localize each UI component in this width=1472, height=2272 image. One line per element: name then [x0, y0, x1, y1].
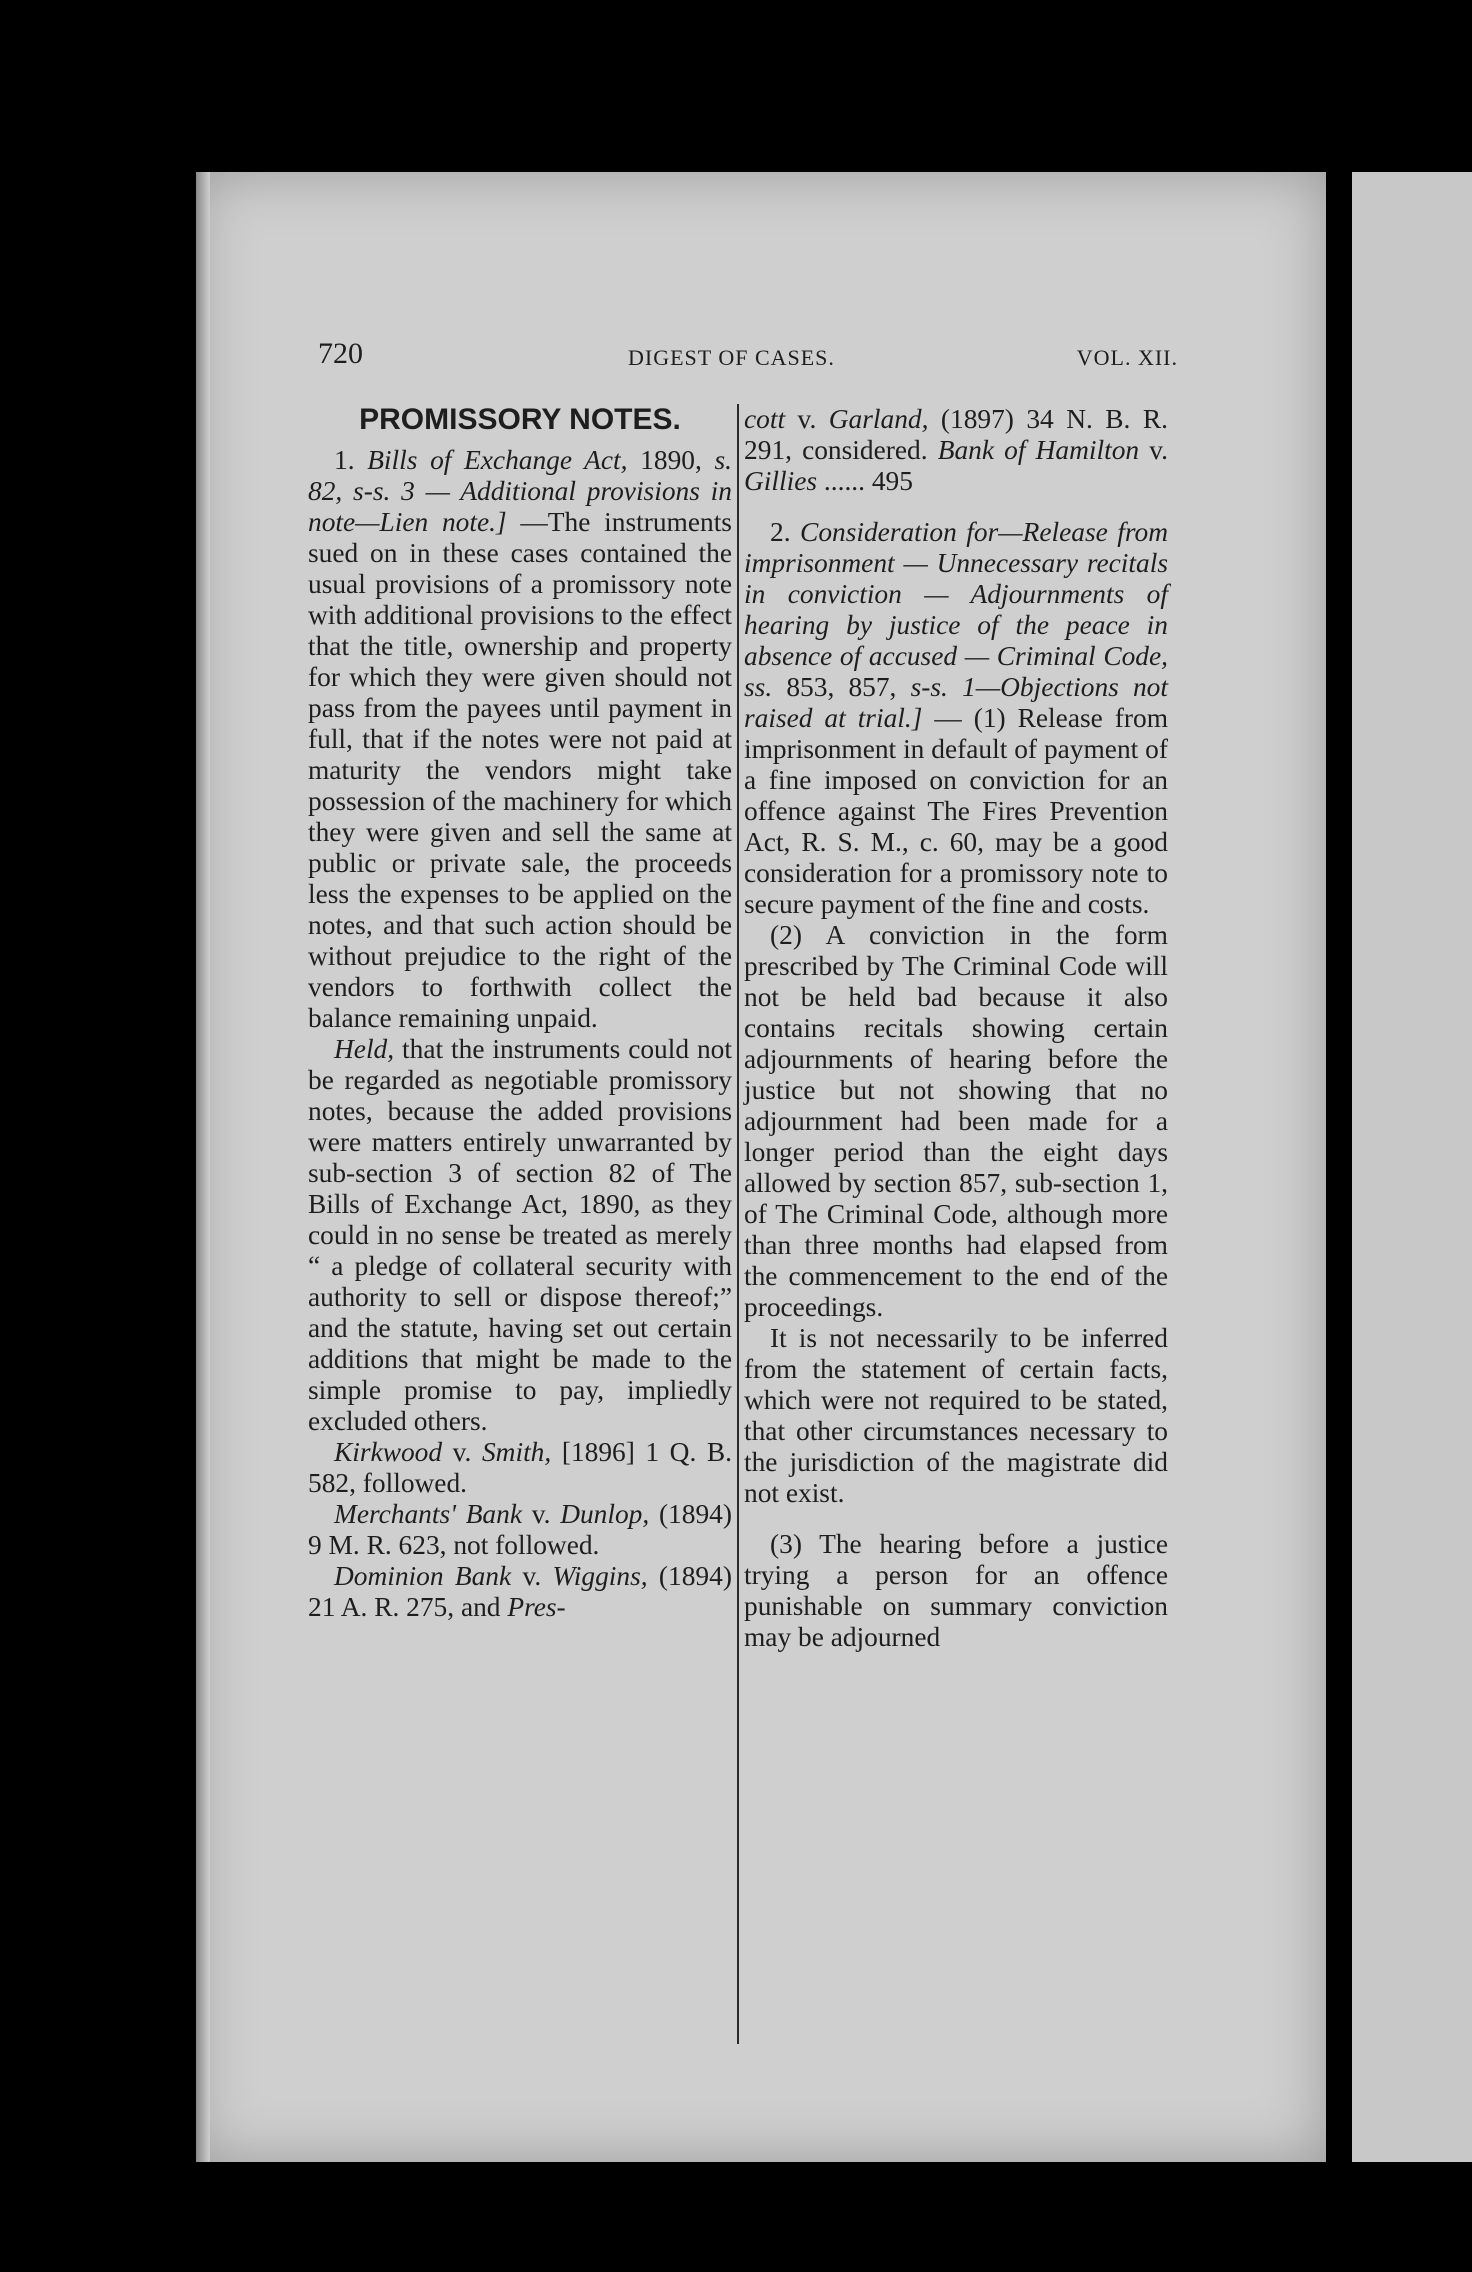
held-paragraph: [308, 1034, 732, 1437]
page-reference: ...... 495: [823, 466, 913, 496]
case-citation: [308, 1437, 732, 1499]
case-reference: (1897) 34 N. B. R. 291, considered.: [744, 404, 1168, 465]
left-column: [308, 404, 732, 1623]
case-reference: (1894) 21 A. R. 275, and: [308, 1561, 732, 1622]
held-label: Held,: [334, 1034, 395, 1064]
paragraph-2-point-2: (2) A conviction in the form prescribed by The Criminal Code will not be held bad because it also contains recitals showing certain adjournments of hearing before the justice but not showing that no adjournment had been made for a longer period than the eight days allowed by section 857, sub-section 1, of The Criminal Code, although more than three months had elapsed from the commencement to the end of the proceedings.: [744, 920, 1168, 1322]
case-citation: [308, 1499, 732, 1561]
paragraph-body: —The instruments sued on in these cases contained the usual provisions of a promissory note with additional provisions to the effect that the title, ownership and property for which they were given should not pass from the payees until payment in full, that if the notes were not paid at maturity the vendors might take possession of the machinery for which they were given and sell the same at public or private sale, the proceeds less the expenses to be applied on the notes, and that such action should be without prejudice to the right of the vendors to forthwith collect the balance remaining unpaid.: [308, 507, 732, 1033]
paragraph-1: [308, 445, 732, 1034]
case-name: cott: [744, 404, 786, 434]
case-party: Gillies: [744, 466, 818, 496]
subsection-note: s-s. 1—Objections not raised at trial.]: [744, 672, 1168, 733]
continued-citation: [744, 404, 1168, 497]
case-party: Wiggins,: [552, 1561, 648, 1591]
volume-label: VOL. XII.: [1076, 345, 1178, 370]
running-title: DIGEST OF CASES.: [628, 345, 835, 370]
statute-year: 1890,: [640, 445, 702, 475]
paragraph-number: 1.: [334, 445, 355, 475]
case-continued: Pres-: [507, 1592, 566, 1622]
book-page: [196, 172, 1326, 2162]
column-divider: [737, 404, 739, 2044]
paragraph-title: Consideration for—Release from imprisonment — Unnecessary recitals in conviction — Adjournments of hearing by justice of the peace in absence of accused — Criminal Code, ss.: [744, 517, 1168, 702]
right-column: [744, 404, 1168, 1653]
case-versus: v.: [452, 1437, 472, 1467]
case-title: Bank of Hamilton: [937, 435, 1140, 465]
case-citation: [308, 1561, 732, 1623]
paragraph-2-point-3: (3) The hearing before a justice trying a person for an offence punishable on summary conviction may be adjourned: [744, 1529, 1168, 1652]
adjacent-page-edge: [1352, 172, 1472, 2162]
case-reference: (1894) 9 M. R. 623, not followed.: [308, 1499, 732, 1560]
page-number: 720: [318, 337, 363, 370]
case-name: Merchants' Bank: [334, 1499, 522, 1529]
paragraph-2: [744, 517, 1168, 920]
case-versus: v.: [797, 404, 817, 434]
paragraph-2-inference: It is not necessarily to be inferred from the statement of certain facts, which were not required to be stated, that other circumstances necessary to the jurisdiction of the magistrate did not exist.: [744, 1323, 1168, 1508]
paragraph-body: — (1) Release from imprisonment in default of payment of a fine imposed on conviction for an offence against The Fires Prevention Act, R. S. M., c. 60, may be a good consideration for a promissory note to secure payment of the fine and costs.: [744, 703, 1168, 919]
section-heading: PROMISSORY NOTES.: [359, 403, 681, 436]
case-name: Kirkwood: [334, 1437, 443, 1467]
held-body: that the instruments could not be regarded as negotiable promissory notes, because the added provisions were matters entirely unwarranted by sub-section 3 of section 82 of The Bills of Exchange Act, 1890, as they could in no sense be treated as merely “ a pledge of collateral security with authority to sell or dispose thereof;” and the statute, having set out certain additions that might be made to the simple promise to pay, impliedly excluded others.: [308, 1034, 732, 1436]
case-versus: v.: [1149, 435, 1169, 465]
running-head: [318, 337, 1178, 387]
case-reference: [1896] 1 Q. B. 582, followed.: [308, 1437, 732, 1498]
case-party: Garland,: [828, 404, 929, 434]
case-name: Dominion Bank: [334, 1561, 512, 1591]
code-sections: 853, 857,: [786, 672, 897, 702]
case-party: Smith,: [481, 1437, 552, 1467]
case-versus: v.: [522, 1561, 542, 1591]
case-party: Dunlop,: [560, 1499, 650, 1529]
statute-section: s. 82, s-s. 3 — Additional provisions in note—Lien note.]: [308, 445, 732, 537]
case-versus: v.: [531, 1499, 551, 1529]
statute-title: Bills of Exchange Act,: [367, 445, 628, 475]
paragraph-number: 2.: [770, 517, 791, 547]
